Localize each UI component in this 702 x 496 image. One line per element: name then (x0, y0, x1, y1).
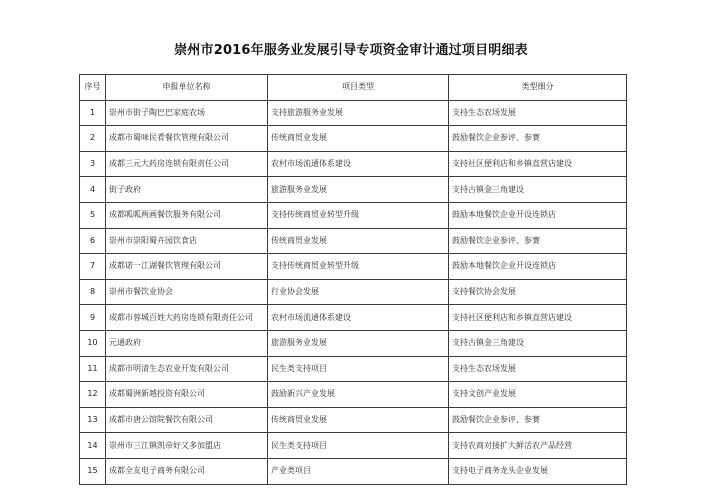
row-org-name: 崇州市三江镇凯帝好又多加盟店 (106, 433, 268, 459)
table-row (80, 177, 627, 203)
table-row (80, 126, 627, 152)
row-project-type: 行业协会发展 (268, 279, 449, 305)
row-type-subcategory: 支持社区便利店和乡镇直营店建设 (449, 305, 627, 331)
row-index: 15 (80, 458, 106, 484)
row-type-subcategory: 支持电子商务龙头企业发展 (449, 458, 627, 484)
row-index: 3 (80, 151, 106, 177)
row-project-type: 支持旅游服务业发展 (268, 100, 449, 126)
row-index: 14 (80, 433, 106, 459)
row-index: 4 (80, 177, 106, 203)
page-title: 崇州市2016年服务业发展引导专项资金审计通过项目明细表 (174, 43, 528, 58)
table-row (80, 151, 627, 177)
row-org-name: 成都诺一江湖餐饮管理有限公司 (106, 254, 268, 280)
table-row (80, 356, 627, 382)
header-project-type: 项目类型 (268, 75, 449, 101)
header-row (80, 75, 627, 101)
row-project-type: 农村市场流通体系建设 (268, 305, 449, 331)
table-row (80, 202, 627, 228)
row-org-name: 成都三元大药房连锁有限责任公司 (106, 151, 268, 177)
row-index: 9 (80, 305, 106, 331)
row-type-subcategory: 支持农商对接扩大鲜活农产品经营 (449, 433, 627, 459)
row-index: 1 (80, 100, 106, 126)
row-project-type: 支持传统商贸业转型升级 (268, 254, 449, 280)
row-project-type: 民生类支持项目 (268, 433, 449, 459)
table-row (80, 433, 627, 459)
row-type-subcategory: 支持古镇金三角建设 (449, 177, 627, 203)
row-type-subcategory: 鼓励餐饮企业参评、参赛 (449, 228, 627, 254)
table-row (80, 254, 627, 280)
row-project-type: 传统商贸业发展 (268, 126, 449, 152)
row-org-name: 成都市蜀味民肴餐饮管理有限公司 (106, 126, 268, 152)
row-project-type: 民生类支持项目 (268, 356, 449, 382)
row-org-name: 成都市明清生态农业开发有限公司 (106, 356, 268, 382)
table-body (80, 100, 627, 484)
row-org-name: 成都市唐公馆院餐饮有限公司 (106, 407, 268, 433)
row-project-type: 传统商贸业发展 (268, 228, 449, 254)
row-project-type: 旅游服务业发展 (268, 177, 449, 203)
table-row (80, 228, 627, 254)
row-index: 5 (80, 202, 106, 228)
header-org-name: 申报单位名称 (106, 75, 268, 101)
row-index: 8 (80, 279, 106, 305)
table-row (80, 305, 627, 331)
project-detail-table (79, 74, 627, 485)
row-index: 7 (80, 254, 106, 280)
header-index: 序号 (80, 75, 106, 101)
row-index: 2 (80, 126, 106, 152)
row-org-name: 街子政府 (106, 177, 268, 203)
table-row (80, 407, 627, 433)
table-header (80, 75, 627, 101)
row-index: 11 (80, 356, 106, 382)
row-project-type: 产业类项目 (268, 458, 449, 484)
header-type-subcategory: 类型细分 (449, 75, 627, 101)
table-row (80, 458, 627, 484)
row-type-subcategory: 鼓励餐饮企业参评、参赛 (449, 126, 627, 152)
row-org-name: 元通政府 (106, 330, 268, 356)
row-org-name: 成都全友电子商务有限公司 (106, 458, 268, 484)
row-project-type: 传统商贸业发展 (268, 407, 449, 433)
row-org-name: 崇州市餐饮业协会 (106, 279, 268, 305)
row-project-type: 农村市场流通体系建设 (268, 151, 449, 177)
row-type-subcategory: 鼓励餐饮企业参评、参赛 (449, 407, 627, 433)
table-row (80, 100, 627, 126)
row-type-subcategory: 鼓励本地餐饮企业开设连锁店 (449, 202, 627, 228)
row-type-subcategory: 支持社区便利店和乡镇直营店建设 (449, 151, 627, 177)
row-index: 12 (80, 382, 106, 408)
table-row (80, 279, 627, 305)
row-type-subcategory: 支持生态农场发展 (449, 100, 627, 126)
row-index: 6 (80, 228, 106, 254)
row-type-subcategory: 支持餐饮协会发展 (449, 279, 627, 305)
row-type-subcategory: 支持生态农场发展 (449, 356, 627, 382)
row-org-name: 成都蜀洲新越投资有限公司 (106, 382, 268, 408)
table-row (80, 382, 627, 408)
row-org-name: 成都市蓉城百姓大药房连锁有限责任公司 (106, 305, 268, 331)
row-org-name: 成都呱呱两画餐饮服务有限公司 (106, 202, 268, 228)
row-type-subcategory: 支持古镇金三角建设 (449, 330, 627, 356)
row-project-type: 旅游服务业发展 (268, 330, 449, 356)
row-type-subcategory: 支持文创产业发展 (449, 382, 627, 408)
row-type-subcategory: 鼓励本地餐饮企业开设连锁店 (449, 254, 627, 280)
row-org-name: 崇州市街子陶巴巴家庭农场 (106, 100, 268, 126)
table-row (80, 330, 627, 356)
row-org-name: 崇州市崇阳蜀卉园饮食店 (106, 228, 268, 254)
row-project-type: 支持传统商贸业转型升级 (268, 202, 449, 228)
row-index: 13 (80, 407, 106, 433)
row-project-type: 鼓励新兴产业发展 (268, 382, 449, 408)
row-index: 10 (80, 330, 106, 356)
